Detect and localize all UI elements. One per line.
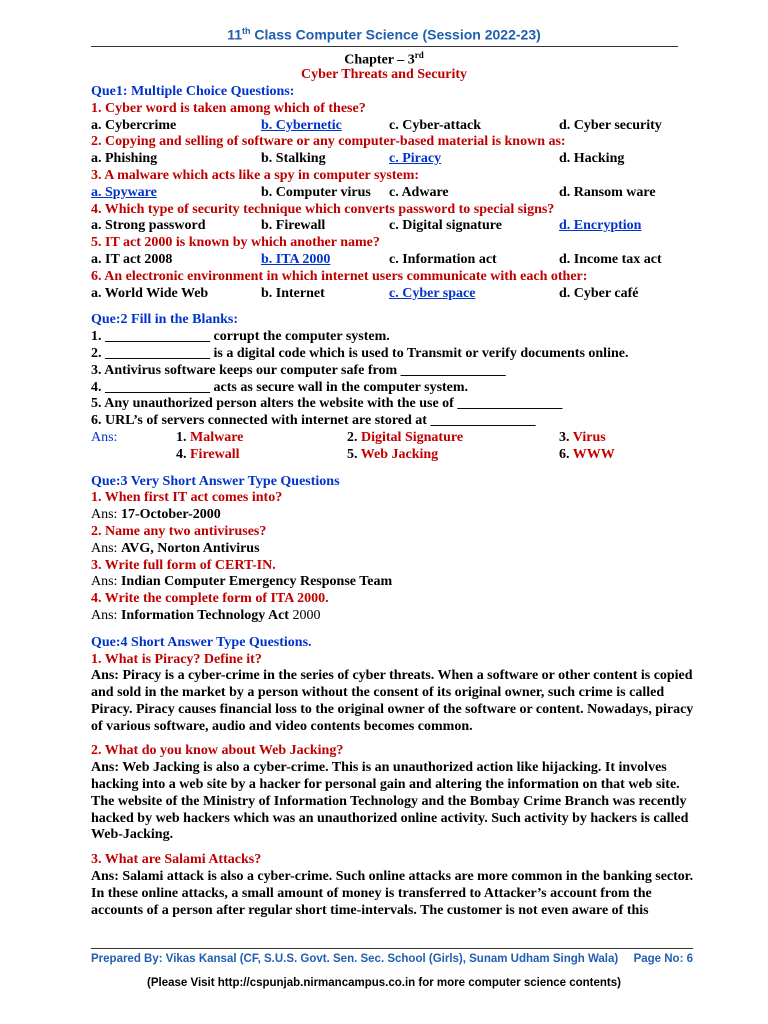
- blank-answer: [559, 430, 606, 447]
- answer-line: accounts of a person after regular short time-intervals. The customer is not even aware of this: [91, 902, 649, 918]
- short-question: 1. When first IT act comes into?: [91, 490, 283, 506]
- blank-question: 2. _______________ is a digital code which is used to Transmit or verify documents online.: [91, 345, 629, 361]
- footer-visit-note[interactable]: (Please Visit http://cspunjab.nirmancampus.co.in for more computer science contents): [147, 977, 621, 989]
- chapter-suffix: rd: [414, 50, 424, 60]
- spacer: [91, 302, 693, 312]
- answer-text: Information Technology Act: [120, 607, 293, 623]
- page-number: Page No: 6: [633, 953, 693, 965]
- mcq-option: a. Phishing: [91, 151, 158, 167]
- page-header: [0, 26, 768, 43]
- answer-line: hacking into a web site by a hacker for personal gain and altering the information on that web site.: [91, 777, 680, 793]
- long-answer: [91, 760, 693, 844]
- answer-label: Ans:: [91, 429, 118, 445]
- answer-line: Piracy. Piracy causes financial loss to the original owner of the software or content. Nowadays, piracy: [91, 701, 694, 717]
- mcq-option: c. Information act: [389, 251, 497, 267]
- mcq-options: [91, 151, 693, 168]
- long-question: 1. What is Piracy? Define it?: [91, 651, 262, 667]
- mcq-correct-option[interactable]: c. Cyber space: [389, 285, 476, 301]
- section-heading-mcq: Que1: Multiple Choice Questions:: [91, 84, 295, 99]
- spacer: [91, 844, 693, 852]
- answer-number: 2.: [347, 429, 358, 445]
- mcq-option: b. Firewall: [261, 218, 326, 234]
- answer-label: Ans:: [91, 540, 121, 556]
- mcq-correct-option[interactable]: a. Spyware: [91, 184, 157, 200]
- mcq-question: 1. Cyber word is taken among which of these?: [91, 100, 366, 116]
- answer-text: Firewall: [190, 446, 240, 462]
- answer-line: Ans: Piracy is a cyber-crime in the series of cyber threats. When a software or other content is copied: [91, 668, 693, 684]
- answer-text: WWW: [572, 446, 615, 462]
- mcq-question: 4. Which type of security technique which converts password to special signs?: [91, 201, 555, 217]
- answer-line: hacked by web hackers which was an unauthorized online activity. Such activity by hackers is called: [91, 810, 689, 826]
- answer-line: In these online attacks, a small amount of money is transferred to Attacker’s account from the: [91, 885, 652, 901]
- answer-line: of various software, audio and video contents becomes common.: [91, 718, 473, 734]
- mcq-options: [91, 252, 693, 269]
- answer-label: Ans:: [91, 574, 121, 590]
- short-answer: [91, 507, 693, 524]
- mcq-option: d. Income tax act: [559, 251, 662, 267]
- blank-answer: [347, 430, 463, 447]
- answer-line: The website of the Ministry of Information Technology and the Bombay Crime Branch was recently: [91, 793, 687, 809]
- answer-number: 1.: [176, 429, 187, 445]
- mcq-options: [91, 185, 693, 202]
- answer-text: Malware: [190, 429, 244, 445]
- short-question: 4. Write the complete form of ITA 2000.: [91, 591, 329, 607]
- answer-number: 6.: [559, 446, 570, 462]
- mcq-option: b. Internet: [261, 285, 325, 301]
- answer-line: and sold in the market by a person without the consent of its original owner, such crime is called: [91, 685, 665, 701]
- short-question: 2. Name any two antiviruses?: [91, 523, 267, 539]
- mcq-options: [91, 286, 693, 303]
- mcq-option: d. Cyber security: [559, 117, 662, 133]
- long-answer: [91, 869, 693, 919]
- blank-question: 4. _______________ acts as secure wall in the computer system.: [91, 379, 469, 395]
- answer-number: 3.: [559, 429, 570, 445]
- mcq-option: b. Stalking: [261, 151, 326, 167]
- mcq-option: d. Hacking: [559, 151, 625, 167]
- answer-line: Ans: Web Jacking is also a cyber-crime. This is an unauthorized action like hijacking. It involves: [91, 760, 667, 776]
- mcq-option: d. Cyber café: [559, 285, 639, 301]
- mcq-option: c. Cyber-attack: [389, 117, 482, 133]
- short-question: 3. Write full form of CERT-IN.: [91, 557, 276, 573]
- long-question: 2. What do you know about Web Jacking?: [91, 743, 344, 759]
- answer-text: Indian Computer Emergency Response Team: [120, 574, 393, 590]
- short-answer: [91, 608, 693, 625]
- blank-question: 6. URL’s of servers connected with internet are stored at _______________: [91, 413, 536, 429]
- blank-answer: [176, 430, 243, 447]
- header-title: Class Computer Science (Session 2022-23): [250, 26, 541, 43]
- answer-text: 17-October-2000: [120, 507, 221, 523]
- content-body: [91, 84, 693, 919]
- mcq-question: 2. Copying and selling of software or any computer-based material is known as:: [91, 134, 566, 150]
- mcq-options: [91, 218, 693, 235]
- answer-label: Ans:: [91, 607, 121, 623]
- long-answer: [91, 668, 693, 735]
- mcq-option: c. Digital signature: [389, 218, 502, 234]
- mcq-correct-option[interactable]: b. ITA 2000: [261, 251, 331, 267]
- blank-answers-row: [91, 447, 693, 464]
- mcq-option: d. Ransom ware: [559, 184, 656, 200]
- mcq-option: c. Adware: [389, 184, 449, 200]
- blank-question: 1. _______________ corrupt the computer system.: [91, 329, 390, 345]
- mcq-option: b. Computer virus: [261, 184, 371, 200]
- answer-text: AVG, Norton Antivirus: [120, 540, 260, 556]
- page-footer: [91, 953, 693, 969]
- header-grade-suffix: th: [242, 26, 251, 36]
- blank-answer: [176, 447, 240, 464]
- footer-prepared-by: Prepared By: Vikas Kansal (CF, S.U.S. Govt. Sen. Sec. School (Girls), Sunam Udham Singh Wala): [91, 953, 619, 965]
- spacer: [91, 735, 693, 743]
- blank-question: 5. Any unauthorized person alters the website with the use of _______________: [91, 396, 563, 412]
- answer-line: Ans: Salami attack is also a cyber-crime. Such online attacks are more common in the banking sector.: [91, 869, 694, 885]
- answer-text: Digital Signature: [361, 429, 464, 445]
- spacer: [91, 464, 693, 474]
- section-heading-fill-blanks: Que:2 Fill in the Blanks:: [91, 312, 239, 328]
- blank-answers-row: [91, 430, 693, 447]
- answer-text: Web Jacking: [360, 446, 439, 462]
- answer-number: 5.: [347, 446, 358, 462]
- mcq-correct-option[interactable]: c. Piracy: [389, 151, 442, 167]
- header-grade: 11: [227, 26, 243, 43]
- mcq-question: 5. IT act 2000 is known by which another name?: [91, 235, 380, 251]
- answer-label: Ans:: [91, 507, 121, 523]
- blank-answer: [559, 447, 615, 464]
- footer-divider: [91, 948, 693, 949]
- chapter-label: Chapter – 3: [344, 52, 415, 68]
- mcq-option: a. Cybercrime: [91, 117, 177, 133]
- answer-number: 4.: [176, 446, 187, 462]
- long-question: 3. What are Salami Attacks?: [91, 852, 262, 868]
- mcq-correct-option[interactable]: b. Cybernetic: [261, 117, 342, 133]
- section-heading-very-short: Que:3 Very Short Answer Type Questions: [91, 473, 340, 489]
- short-answer: [91, 574, 693, 591]
- mcq-question: 3. A malware which acts like a spy in computer system:: [91, 167, 420, 183]
- header-divider: [91, 46, 678, 47]
- answer-text-tail: 2000: [292, 607, 321, 623]
- spacer: [91, 625, 693, 635]
- chapter-title: Cyber Threats and Security: [300, 67, 468, 82]
- mcq-option: a. World Wide Web: [91, 285, 209, 301]
- answer-text: Virus: [572, 429, 606, 445]
- blank-answer: [347, 447, 438, 464]
- mcq-option: a. IT act 2008: [91, 251, 173, 267]
- mcq-options: [91, 118, 693, 135]
- blank-question: 3. Antivirus software keeps our computer safe from _______________: [91, 362, 506, 378]
- short-answer: [91, 541, 693, 558]
- answer-line: Web-Jacking.: [91, 827, 174, 843]
- chapter-number: [0, 50, 768, 69]
- section-heading-short-answer: Que:4 Short Answer Type Questions.: [91, 634, 312, 650]
- mcq-correct-option[interactable]: d. Encryption: [559, 218, 642, 234]
- mcq-option: a. Strong password: [91, 218, 206, 234]
- mcq-question: 6. An electronic environment in which internet users communicate with each other:: [91, 268, 588, 284]
